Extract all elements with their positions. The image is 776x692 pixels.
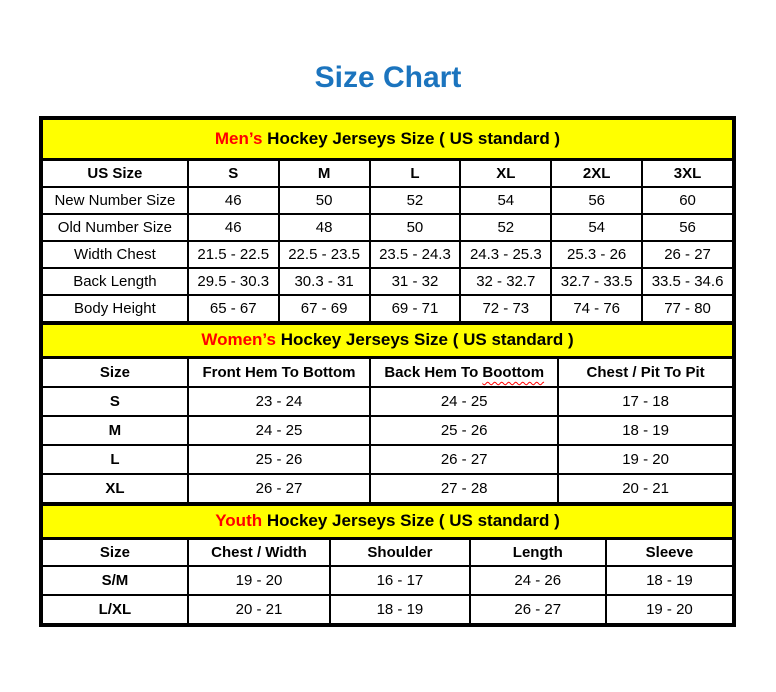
row-label: L/XL [42, 595, 188, 624]
size-cell: 32 - 32.7 [460, 268, 551, 295]
size-cell: 20 - 21 [558, 474, 733, 503]
size-cell: 77 - 80 [642, 295, 733, 322]
youth-col-header: Sleeve [606, 538, 733, 566]
row-label: Width Chest [42, 241, 188, 268]
table-row [42, 474, 733, 503]
size-cell: 24 - 25 [370, 387, 558, 416]
size-cell: 22.5 - 23.5 [279, 241, 370, 268]
womens-col-header: Front Hem To Bottom [188, 357, 370, 387]
size-cell: 29.5 - 30.3 [188, 268, 279, 295]
table-row [42, 214, 733, 241]
size-cell: 65 - 67 [188, 295, 279, 322]
table-row [42, 268, 733, 295]
mens-section-header [42, 119, 733, 159]
row-label: M [42, 416, 188, 445]
womens-col-header [370, 357, 558, 387]
misspelled-word: Boottom [482, 363, 545, 381]
size-cell: 19 - 20 [606, 595, 733, 624]
size-cell: 33.5 - 34.6 [642, 268, 733, 295]
size-cell: 23.5 - 24.3 [370, 241, 461, 268]
size-cell: 72 - 73 [460, 295, 551, 322]
size-cell: 24.3 - 25.3 [460, 241, 551, 268]
table-row [42, 416, 733, 445]
row-label: Back Length [42, 268, 188, 295]
size-cell: 50 [370, 214, 461, 241]
womens-col-header: Size [42, 357, 188, 387]
youth-col-header: Chest / Width [188, 538, 330, 566]
youth-col-header: Size [42, 538, 188, 566]
mens-col-header: 2XL [551, 159, 642, 187]
table-row [42, 387, 733, 416]
row-label: Body Height [42, 295, 188, 322]
size-cell: 60 [642, 187, 733, 214]
size-cell: 74 - 76 [551, 295, 642, 322]
size-cell: 24 - 26 [470, 566, 606, 595]
mens-column-header-row [42, 159, 733, 187]
row-label: S/M [42, 566, 188, 595]
size-cell: 16 - 17 [330, 566, 470, 595]
size-cell: 21.5 - 22.5 [188, 241, 279, 268]
womens-section-header-row [42, 324, 733, 357]
page-title: Size Chart [314, 61, 462, 94]
size-cell: 54 [460, 187, 551, 214]
youth-section-header [42, 505, 733, 538]
table-row [42, 295, 733, 322]
mens-col-header: 3XL [642, 159, 733, 187]
womens-size-table [41, 323, 734, 504]
womens-heading-accent: Women’s [201, 330, 276, 350]
youth-col-header: Length [470, 538, 606, 566]
youth-size-table [41, 504, 734, 625]
size-cell: 54 [551, 214, 642, 241]
size-cell: 26 - 27 [470, 595, 606, 624]
row-label: New Number Size [42, 187, 188, 214]
womens-column-header-row [42, 357, 733, 387]
size-cell: 56 [551, 187, 642, 214]
mens-heading-accent: Men’s [214, 128, 263, 148]
table-row [42, 187, 733, 214]
row-label: Old Number Size [42, 214, 188, 241]
size-cell: 27 - 28 [370, 474, 558, 503]
size-cell: 26 - 27 [642, 241, 733, 268]
size-cell: 19 - 20 [188, 566, 330, 595]
size-cell: 18 - 19 [330, 595, 470, 624]
youth-section-header-row [42, 505, 733, 538]
size-cell: 67 - 69 [279, 295, 370, 322]
size-cell: 23 - 24 [188, 387, 370, 416]
size-cell: 18 - 19 [558, 416, 733, 445]
youth-heading-text: Hockey Jerseys Size ( US standard ) [266, 511, 560, 531]
size-cell: 25.3 - 26 [551, 241, 642, 268]
table-row [42, 445, 733, 474]
mens-col-header: S [188, 159, 279, 187]
womens-col-header: Chest / Pit To Pit [558, 357, 733, 387]
size-cell: 17 - 18 [558, 387, 733, 416]
mens-col-header: US Size [42, 159, 188, 187]
size-cell: 26 - 27 [188, 474, 370, 503]
youth-column-header-row [42, 538, 733, 566]
mens-section-header-row [42, 119, 733, 159]
table-row [42, 566, 733, 595]
size-cell: 24 - 25 [188, 416, 370, 445]
size-cell: 18 - 19 [606, 566, 733, 595]
womens-section-header [42, 324, 733, 357]
youth-col-header: Shoulder [330, 538, 470, 566]
size-cell: 52 [460, 214, 551, 241]
mens-heading-text: Hockey Jerseys Size ( US standard ) [267, 128, 561, 148]
mens-size-table [41, 118, 734, 323]
size-cell: 30.3 - 31 [279, 268, 370, 295]
womens-col-header-text: Back Hem To [384, 363, 479, 381]
size-cell: 46 [188, 214, 279, 241]
size-cell: 48 [279, 214, 370, 241]
row-label: S [42, 387, 188, 416]
size-cell: 26 - 27 [370, 445, 558, 474]
size-cell: 69 - 71 [370, 295, 461, 322]
size-cell: 46 [188, 187, 279, 214]
size-chart [39, 116, 736, 627]
youth-heading-accent: Youth [215, 511, 263, 531]
size-cell: 50 [279, 187, 370, 214]
size-cell: 19 - 20 [558, 445, 733, 474]
row-label: L [42, 445, 188, 474]
size-cell: 31 - 32 [370, 268, 461, 295]
size-cell: 25 - 26 [188, 445, 370, 474]
size-cell: 52 [370, 187, 461, 214]
womens-heading-text: Hockey Jerseys Size ( US standard ) [280, 330, 574, 350]
mens-col-header: L [370, 159, 461, 187]
table-row [42, 595, 733, 624]
size-cell: 25 - 26 [370, 416, 558, 445]
mens-col-header: M [279, 159, 370, 187]
size-cell: 32.7 - 33.5 [551, 268, 642, 295]
row-label: XL [42, 474, 188, 503]
mens-col-header: XL [460, 159, 551, 187]
table-row [42, 241, 733, 268]
size-cell: 56 [642, 214, 733, 241]
size-cell: 20 - 21 [188, 595, 330, 624]
